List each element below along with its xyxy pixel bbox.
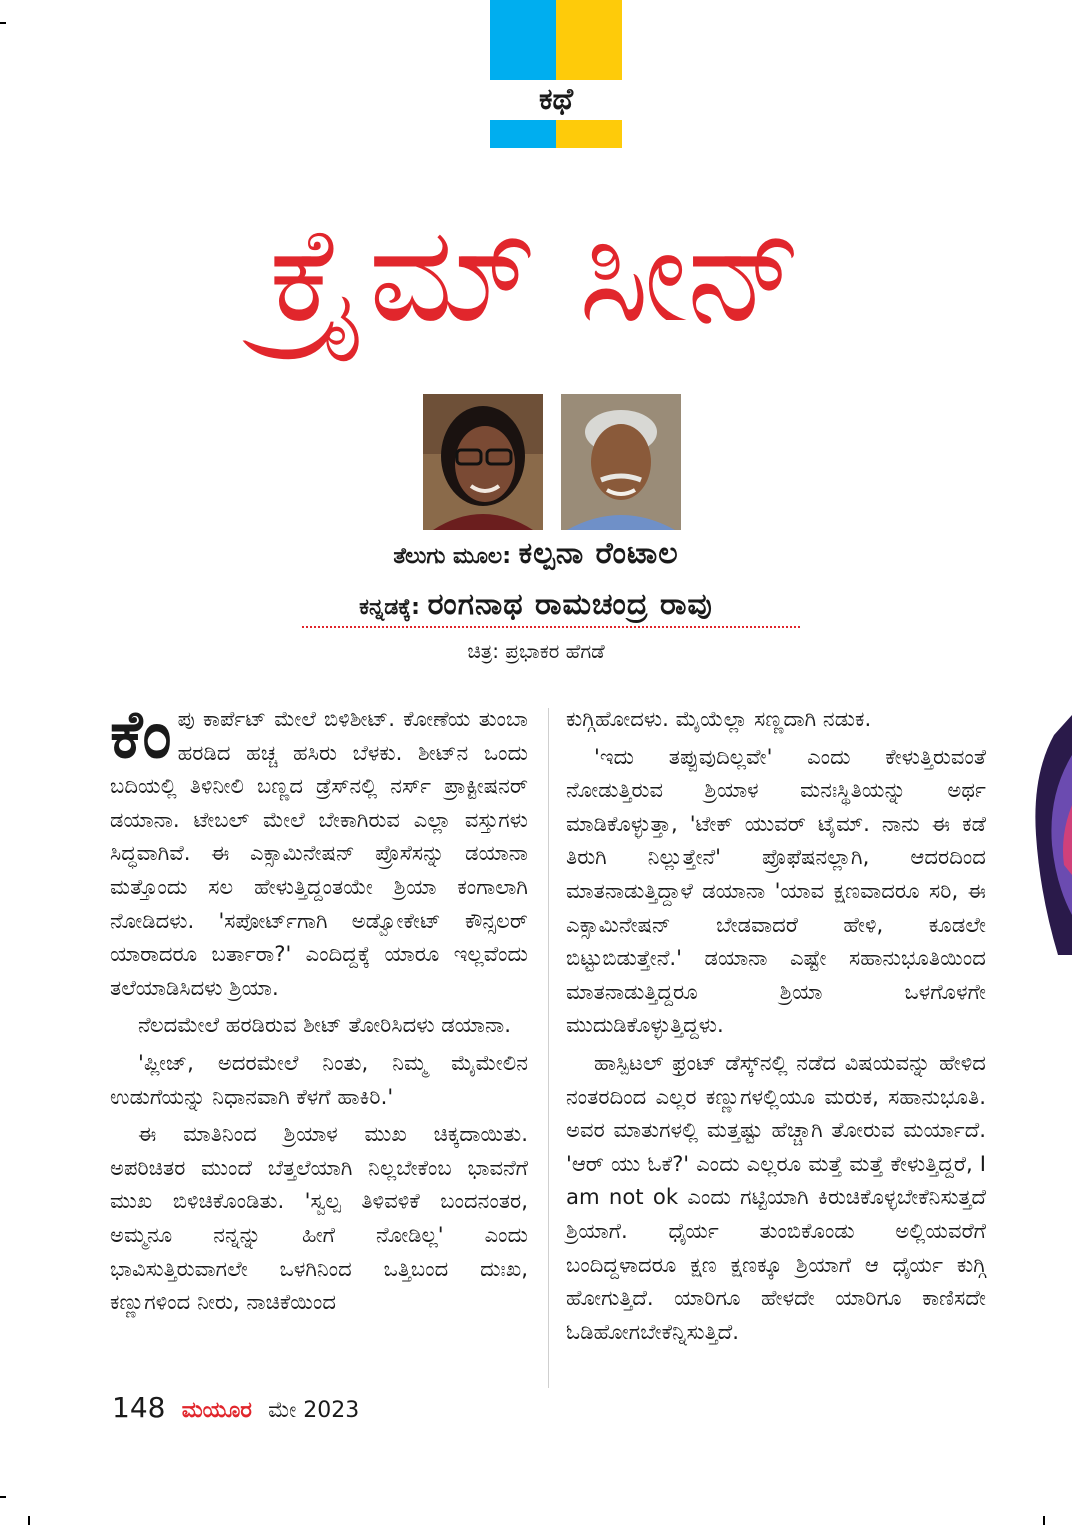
drop-cap: ಕೆಂ (110, 696, 172, 773)
illustration-fragment (1014, 715, 1072, 955)
paragraph: ಹಾಸ್ಪಿಟಲ್ ಫ್ರಂಟ್ ಡೆಸ್ಕ್‌ನಲ್ಲಿ ನಡೆದ ವಿಷಯವನ್ನು ಹೇಳಿದ ನಂತರದಿಂದ ಎಲ್ಲರ ಕಣ್ಣುಗಳಲ್ಲಿಯೂ ಮರುಕ, ಸಹಾನುಭೂತಿ. ಅವರ ಮಾತುಗಳಲ್ಲಿ ಮತ್ತಷ್ಟು ಹೆಚ್ಚಾಗಿ ತೋರುವ ಮರ್ಯಾದೆ. 'ಆರ್ ಯು ಓಕೆ?' ಎಂದು ಎಲ್ಲರೂ ಮತ್ತೆ ಮತ್ತೆ ಕೇಳುತ್ತಿದ್ದರೆ, I am not ok ಎಂದು ಗಟ್ಟಿಯಾಗಿ ಕಿರುಚಿಕೊಳ್ಳಬೇಕೆನಿಸುತ್ತದೆ ಶ್ರಿಯಾಗೆ. ಧೈರ್ಯ ತುಂಬಿಕೊಂಡು ಅಲ್ಲಿಯವರೆಗೆ ಬಂದಿದ್ದಳಾದರೂ ಕ್ಷಣ ಕ್ಷಣಕ್ಕೂ ಶ್ರಿಯಾಗೆ ಆ ಧೈರ್ಯ ಕುಗ್ಗಿ ಹೋಗುತ್ತಿದೆ. ಯಾರಿಗೂ ಹೇಳದೇ ಯಾರಿಗೂ ಕಾಣಿಸದೇ ಓಡಿಹೋಗಬೇಕೆನ್ನಿಸುತ್ತಿದೆ. (566, 1049, 986, 1344)
author-photo (423, 394, 543, 530)
paragraph: 'ಇದು ತಪ್ಪುವುದಿಲ್ಲವೇ' ಎಂದು ಕೇಳುತ್ತಿರುವಂತೆ ನೋಡುತ್ತಿರುವ ಶ್ರಿಯಾಳ ಮನಃಸ್ಥಿತಿಯನ್ನು ಅರ್ಥ ಮಾಡಿಕೊಳ್ಳುತ್ತಾ, 'ಟೇಕ್ ಯುವರ್ ಟೈಮ್. ನಾನು ಈ ಕಡೆ ತಿರುಗಿ ನಿಲ್ಲುತ್ತೇನೆ' ಪ್ರೊಫೆಷನಲ್ಲಾಗಿ, ಆದರದಿಂದ ಮಾತನಾಡುತ್ತಿದ್ದಾಳೆ ಡಯಾನಾ 'ಯಾವ ಕ್ಷಣವಾದರೂ ಸರಿ, ಈ ಎಕ್ಸಾಮಿನೇಷನ್ ಬೇಡವಾದರೆ ಹೇಳಿ, ಕೂಡಲೇ ಬಿಟ್ಟುಬಿಡುತ್ತೇನೆ.' ಡಯಾನಾ ಎಷ್ಟೇ ಸಹಾನುಭೂತಿಯಿಂದ ಮಾತನಾಡುತ್ತಿದ್ದರೂ ಶ್ರಿಯಾ ಒಳಗೊಳಗೇ ಮುದುಡಿಕೊಳ್ಳುತ್ತಿದ್ದಳು. (566, 743, 986, 1038)
body-column-2 (566, 702, 986, 1352)
translator-label: ಕನ್ನಡಕ್ಕೆ: (359, 595, 420, 620)
paragraph: 'ಪ್ಲೀಜ್, ಅದರಮೇಲೆ ನಿಂತು, ನಿಮ್ಮ ಮೈಮೇಲಿನ ಉಡುಗೆಯನ್ನು ನಿಧಾನವಾಗಿ ಕೆಳಗೆ ಹಾಕಿರಿ.' (110, 1049, 528, 1109)
section-label: ಕಥೆ (538, 82, 574, 117)
crop-mark (0, 1496, 6, 1498)
page-number: 148 (112, 1391, 166, 1424)
author-portrait-icon (423, 394, 543, 530)
column-rule (548, 708, 549, 1388)
translator-credit (0, 585, 1072, 628)
crop-mark (1043, 1516, 1045, 1525)
story-title: ಕ್ರೈಮ್ ಸೀನ್ (268, 198, 804, 352)
credits-block (0, 534, 1072, 628)
badge-blue-strip (490, 120, 556, 148)
issue-date: ಮೇ 2023 (268, 1398, 360, 1423)
illustration-label: ಚಿತ್ರ: (467, 639, 499, 663)
body-column-1 (110, 696, 528, 1323)
paragraph: ನೆಲದಮೇಲೆ ಹರಡಿರುವ ಶೀಟ್ ತೋರಿಸಿದಳು ಡಯಾನಾ. (138, 1012, 511, 1038)
badge-blue-block (490, 0, 556, 80)
magazine-name: ಮಯೂರ (181, 1398, 252, 1423)
badge-yellow-block (556, 0, 622, 80)
paragraph-text: ಪು ಕಾರ್ಪೆಟ್ ಮೇಲೆ ಬಿಳಿಶೀಟ್. ಕೋಣೆಯ ತುಂಬಾ ಹರಡಿದ ಹಚ್ಚ ಹಸಿರು ಬೆಳಕು. ಶೀಟ್‌ನ ಒಂದು ಬದಿಯಲ್ಲಿ ತಿಳಿನೀಲಿ ಬಣ್ಣದ ಡ್ರೆಸ್‌ನಲ್ಲಿ ನರ್ಸ್ ಪ್ರಾಕ್ಟೀಷನರ್ ಡಯಾನಾ. ಟೇಬಲ್ ಮೇಲೆ ಬೇಕಾಗಿರುವ ಎಲ್ಲಾ ವಸ್ತುಗಳು ಸಿದ್ಧವಾಗಿವೆ. ಈ ಎಕ್ಸಾಮಿನೇಷನ್ ಪ್ರೊಸೆಸನ್ನು ಡಯಾನಾ ಮತ್ತೊಂದು ಸಲ ಹೇಳುತ್ತಿದ್ದಂತಯೇ ಶ್ರಿಯಾ ಕಂಗಾಲಾಗಿ ನೋಡಿದಳು. 'ಸಪೋರ್ಟ್‌ಗಾಗಿ ಅಡ್ವೋಕೇಟ್ ಕೌನ್ಸಲರ್ ಯಾರಾದರೂ ಬರ್ತಾರಾ?' ಎಂದಿದ್ದಕ್ಕೆ ಯಾರೂ ಇಲ್ಲವೆಂದು ತಲೆಯಾಡಿಸಿದಳು ಶ್ರಿಯಾ. (110, 706, 528, 1000)
translator-name: ರಂಗನಾಥ ರಾಮಚಂದ್ರ ರಾವು (427, 587, 713, 622)
original-credit (0, 534, 1072, 577)
paragraph: ಈ ಮಾತಿನಿಂದ ಶ್ರಿಯಾಳ ಮುಖ ಚಿಕ್ಕದಾಯಿತು. ಅಪರಿಚಿತರ ಮುಂದೆ ಬೆತ್ತಲೆಯಾಗಿ ನಿಲ್ಲಬೇಕೆಂಬ ಭಾವನೆಗೆ ಮುಖ ಬಿಳಿಚಿಕೊಂಡಿತು. 'ಸ್ವಲ್ಪ ತಿಳಿವಳಿಕೆ ಬಂದನಂತರ, ಅಮ್ಮನೂ ನನ್ನನ್ನು ಹೀಗೆ ನೋಡಿಲ್ಲ' ಎಂದು ಭಾವಿಸುತ್ತಿರುವಾಗಲೇ ಒಳಗಿನಿಂದ ಒತ್ತಿಬಂದ ದುಃಖ, ಕಣ್ಣುಗಳಿಂದ ನೀರು, ನಾಚಿಕೆಯಿಂದ (110, 1121, 528, 1315)
badge-yellow-strip (556, 120, 622, 148)
translator-photo (561, 394, 681, 530)
paragraph (110, 696, 528, 1004)
paragraph: ಕುಗ್ಗಿಹೋದಳು. ಮೈಯೆಲ್ಲಾ ಸಣ್ಣದಾಗಿ ನಡುಕ. (566, 706, 872, 731)
page-footer (112, 1388, 359, 1431)
original-label: ತೆಲುಗು ಮೂಲ: (393, 544, 511, 569)
translator-portrait-icon (561, 394, 681, 530)
original-author: ಕಲ್ಪನಾ ರೆಂಟಾಲ (518, 536, 679, 571)
dotted-divider (302, 626, 800, 628)
crop-mark (0, 22, 6, 24)
illustration-credit (0, 636, 1072, 666)
crop-mark (28, 1516, 30, 1525)
illustrator-name: ಪ್ರಭಾಕರ ಹೆಗಡೆ (505, 639, 605, 663)
section-badge (490, 0, 622, 148)
